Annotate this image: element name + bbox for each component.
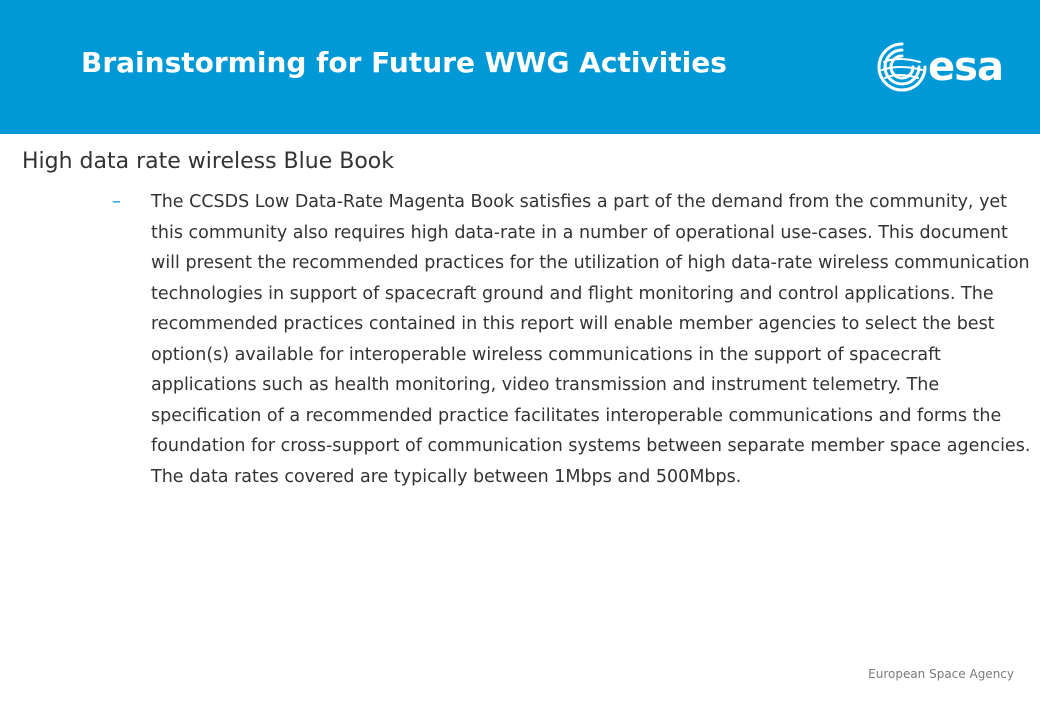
esa-swirl-icon — [876, 40, 928, 94]
section-heading: High data rate wireless Blue Book — [22, 149, 394, 174]
header-band — [0, 0, 1040, 134]
slide-title: Brainstorming for Future WWG Activities — [81, 46, 727, 79]
body-paragraph: The CCSDS Low Data-Rate Magenta Book satisfies a part of the demand from the community, yet this community also requires high data-rate in a number of operational use-cases. This document will present the recommended practices for the utilization of high data-rate wireless communication technologies in support of spacecraft ground and flight monitoring and control applications. The recommended practices contained in this report will enable member agencies to select the best option(s) available for interoperable wireless communications in the support of spacecraft applications such as health monitoring, video transmission and instrument telemetry. The specification of a recommended practice facilitates interoperable communications and forms the foundation for cross-support of communication systems between separate member space agencies. The data rates covered are typically between 1Mbps and 500Mbps. — [151, 192, 1031, 487]
footer-agency-name: European Space Agency — [868, 667, 1014, 681]
bullet-marker: – — [112, 191, 121, 212]
esa-logo — [876, 40, 1022, 94]
esa-logo-text: esa — [928, 44, 1003, 90]
